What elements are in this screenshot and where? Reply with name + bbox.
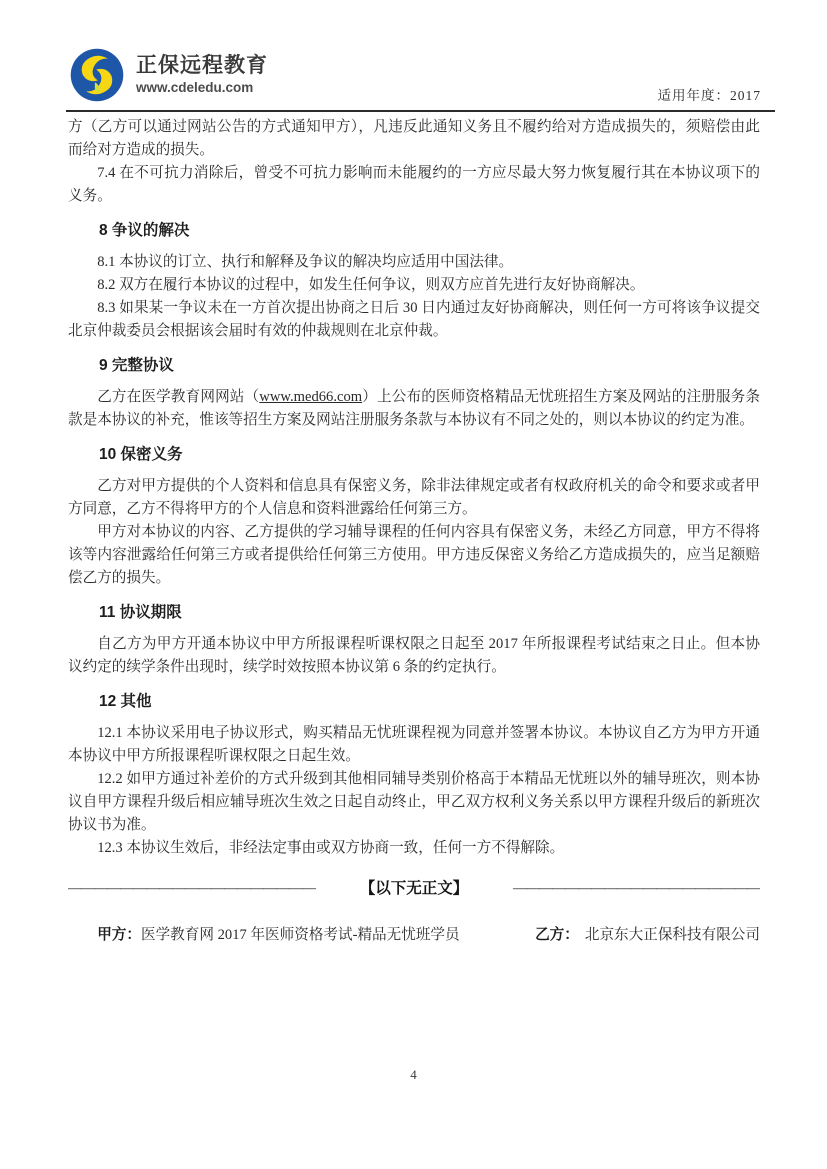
paragraph-8-2: 8.2 双方在履行本协议的过程中，如发生任何争议，则双方应首先进行友好协商解决。 [97,277,645,293]
party-a-label: 甲方： [97,927,141,943]
divider-dashes-right: ——————————————————— [513,881,760,896]
brand-block [68,46,268,104]
heading-section-11: 11 协议期限 [99,604,182,621]
paragraph-10-2: 甲方对本协议的内容、乙方提供的学习辅导课程的任何内容具有保密义务，未经乙方同意，甲方不得将该等内容泄露给任何第三方或者提供给任何第三方使用。甲方违反保密义务给乙方造成损失的，应当足额赔偿乙方的损失。 [68,524,760,586]
party-a-value: 医学教育网 2017 年医师资格考试-精品无忧班学员 [140,927,460,943]
party-a [97,924,459,947]
cdeledu-logo-icon [68,46,126,104]
party-b [535,924,760,947]
paragraph-12-3: 12.3 本协议生效后，非经法定事由或双方协商一致，任何一方不得解除。 [97,840,565,856]
heading-section-8: 8 争议的解决 [99,222,190,239]
paragraph-8-1: 8.1 本协议的订立、执行和解释及争议的解决均应适用中国法律。 [97,254,514,270]
paragraph-intro-continuation: 方（乙方可以通过网站公告的方式通知甲方），凡违反此通知义务且不履约给对方造成损失的，须赔偿由此而给对方造成的损失。 [68,119,760,158]
paragraph-7-4: 7.4 在不可抗力消除后，曾受不可抗力影响而未能履约的一方应尽最大努力恢复履行其在本协议项下的义务。 [68,165,760,204]
party-b-label: 乙方： [535,927,579,943]
applicable-year-label: 适用年度：2017 [657,88,761,103]
divider-dashes-left: ——————————————————— [68,881,315,896]
document-body [68,116,760,947]
paragraph-11: 自乙方为甲方开通本协议中甲方所报课程听课权限之日起至 2017 年所报课程考试结束之日止。但本协议约定的续学条件出现时，续学时效按照本协议第 6 条的约定执行。 [68,636,760,675]
party-b-value: 北京东大正保科技有限公司 [584,927,760,943]
brand-name: 正保远程教育 [136,54,268,77]
brand-website: www.cdeledu.com [136,80,254,95]
paragraph-9-pre: 乙方在医学教育网网站（ [97,389,260,405]
paragraph-9 [68,386,760,432]
brand-text [136,53,268,97]
heading-section-10: 10 保密义务 [99,446,183,463]
paragraph-9-post: ）上公布的医师资格精品无忧班招生方案及网站的注册服务条款是本协议的补充，惟该等招生方案及网站注册服务条款与本协议有不同之处的，则以本协议的约定为准。 [68,389,760,428]
paragraph-12-2: 12.2 如甲方通过补差价的方式升级到其他相同辅导类别价格高于本精品无忧班以外的辅导班次，则本协议自甲方课程升级后相应辅导班次生效之日起自动终止，甲乙双方权利义务关系以甲方课程升级后的新班次协议书为准。 [68,771,760,833]
heading-section-9: 9 完整协议 [99,357,174,374]
no-more-text-divider [68,877,760,900]
med66-link[interactable]: www.med66.com [259,389,363,405]
no-more-text-label: 【以下无正文】 [359,880,469,897]
paragraph-12-1: 12.1 本协议采用电子协议形式，购买精品无忧班课程视为同意并签署本协议。本协议自乙方为甲方开通本协议中甲方所报课程听课权限之日起生效。 [68,725,760,764]
page-number: 4 [410,1067,417,1082]
paragraph-8-3: 8.3 如果某一争议未在一方首次提出协商之日后 30 日内通过友好协商解决，则任何一方可将该争议提交北京仲裁委员会根据该会届时有效的仲裁规则在北京仲裁。 [68,300,760,339]
heading-section-12: 12 其他 [99,693,152,710]
paragraph-10-1: 乙方对甲方提供的个人资料和信息具有保密义务，除非法律规定或者有权政府机关的命令和要求或者甲方同意，乙方不得将甲方的个人信息和资料泄露给任何第三方。 [68,478,760,517]
parties-row [68,924,760,947]
page-header [66,0,775,112]
